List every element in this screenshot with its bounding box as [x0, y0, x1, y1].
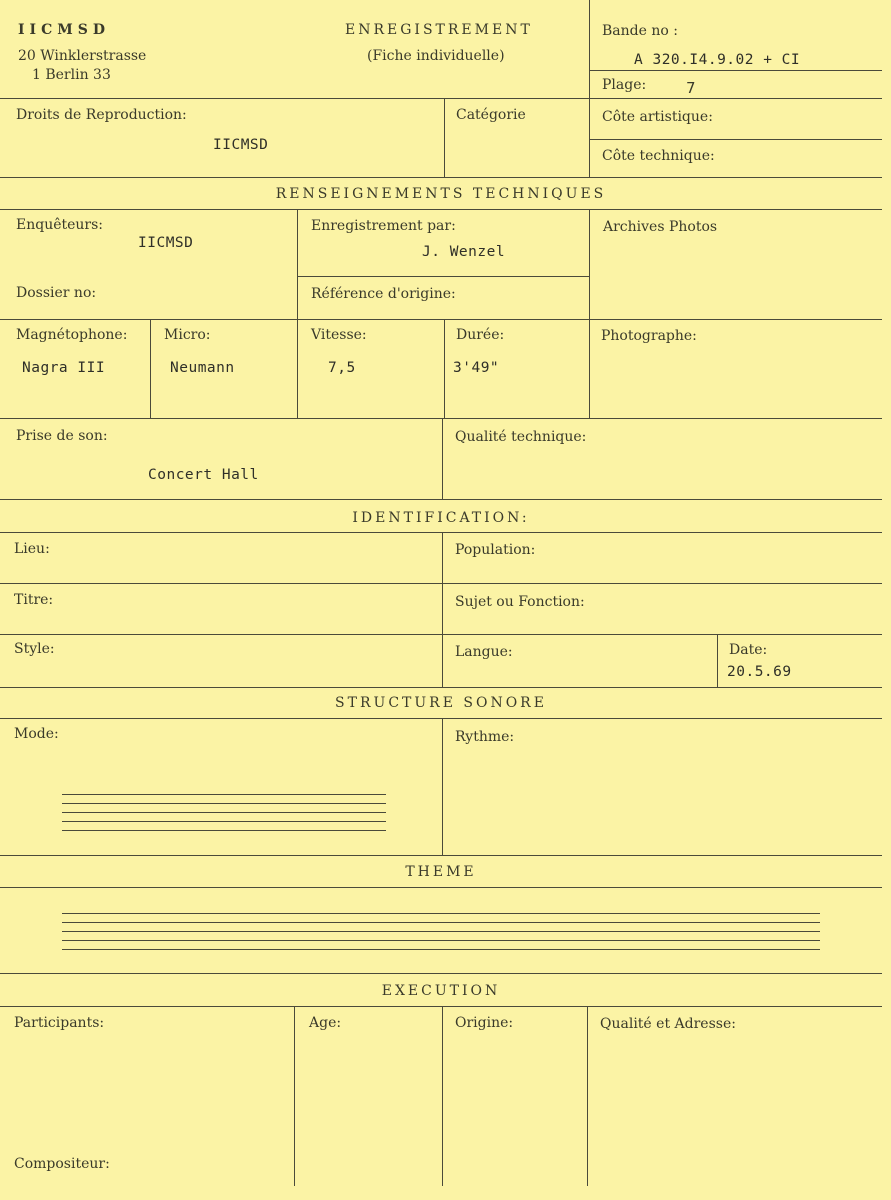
- population-label: Population:: [455, 542, 536, 558]
- section-theme: THEME: [405, 864, 477, 880]
- origine-label: Origine:: [455, 1015, 514, 1031]
- prise-de-son-value[interactable]: Concert Hall: [148, 467, 259, 483]
- address-line-1: 20 Winklerstrasse: [18, 48, 147, 64]
- rythme-label: Rythme:: [455, 729, 515, 745]
- style-label: Style:: [14, 641, 55, 657]
- bande-value[interactable]: A 320.I4.9.02 + CI: [634, 52, 801, 68]
- micro-label: Micro:: [164, 327, 211, 343]
- section-identification: IDENTIFICATION:: [352, 510, 530, 526]
- vitesse-label: Vitesse:: [311, 327, 367, 343]
- mode-label: Mode:: [14, 726, 59, 742]
- form-title: ENREGISTREMENT: [345, 22, 533, 38]
- archives-photos-label: Archives Photos: [603, 219, 718, 235]
- cote-technique-label: Côte technique:: [602, 148, 715, 164]
- magnetophone-value[interactable]: Nagra III: [22, 360, 106, 376]
- droits-label: Droits de Reproduction:: [16, 107, 187, 123]
- form-subtitle: (Fiche individuelle): [367, 48, 505, 64]
- prise-de-son-label: Prise de son:: [16, 428, 108, 444]
- org-logo: IICMSD: [18, 22, 110, 38]
- magnetophone-label: Magnétophone:: [16, 327, 128, 343]
- dossier-label: Dossier no:: [16, 285, 97, 301]
- vitesse-value[interactable]: 7,5: [328, 360, 356, 376]
- section-structure-sonore: STRUCTURE SONORE: [335, 695, 547, 711]
- enregistrement-par-value[interactable]: J. Wenzel: [422, 244, 506, 260]
- sujet-fonction-label: Sujet ou Fonction:: [455, 594, 585, 610]
- lieu-label: Lieu:: [14, 541, 50, 557]
- duree-label: Durée:: [456, 327, 505, 343]
- enqueteurs-value[interactable]: IICMSD: [138, 235, 194, 251]
- enregistrement-par-label: Enregistrement par:: [311, 218, 456, 234]
- plage-value[interactable]: 7: [686, 79, 696, 97]
- age-label: Age:: [309, 1015, 342, 1031]
- photographe-label: Photographe:: [601, 328, 697, 344]
- categorie-label: Catégorie: [456, 107, 526, 123]
- date-value[interactable]: 20.5.69: [727, 664, 792, 680]
- qualite-technique-label: Qualité technique:: [455, 429, 587, 445]
- date-label: Date:: [729, 642, 768, 658]
- participants-label: Participants:: [14, 1015, 105, 1031]
- reference-label: Référence d'origine:: [311, 286, 456, 302]
- bande-label: Bande no :: [602, 23, 678, 39]
- enqueteurs-label: Enquêteurs:: [16, 217, 104, 233]
- section-execution: EXECUTION: [381, 983, 501, 999]
- micro-value[interactable]: Neumann: [170, 360, 235, 376]
- duree-value[interactable]: 3'49": [453, 360, 500, 376]
- langue-label: Langue:: [455, 644, 513, 660]
- address-line-2: 1 Berlin 33: [32, 67, 111, 83]
- compositeur-label: Compositeur:: [14, 1156, 110, 1172]
- section-renseignements-techniques: RENSEIGNEMENTS TECHNIQUES: [275, 186, 607, 202]
- titre-label: Titre:: [14, 592, 54, 608]
- droits-value[interactable]: IICMSD: [213, 137, 269, 153]
- plage-label: Plage:: [602, 77, 647, 93]
- qualite-adresse-label: Qualité et Adresse:: [600, 1016, 736, 1032]
- cote-artistique-label: Côte artistique:: [602, 109, 713, 125]
